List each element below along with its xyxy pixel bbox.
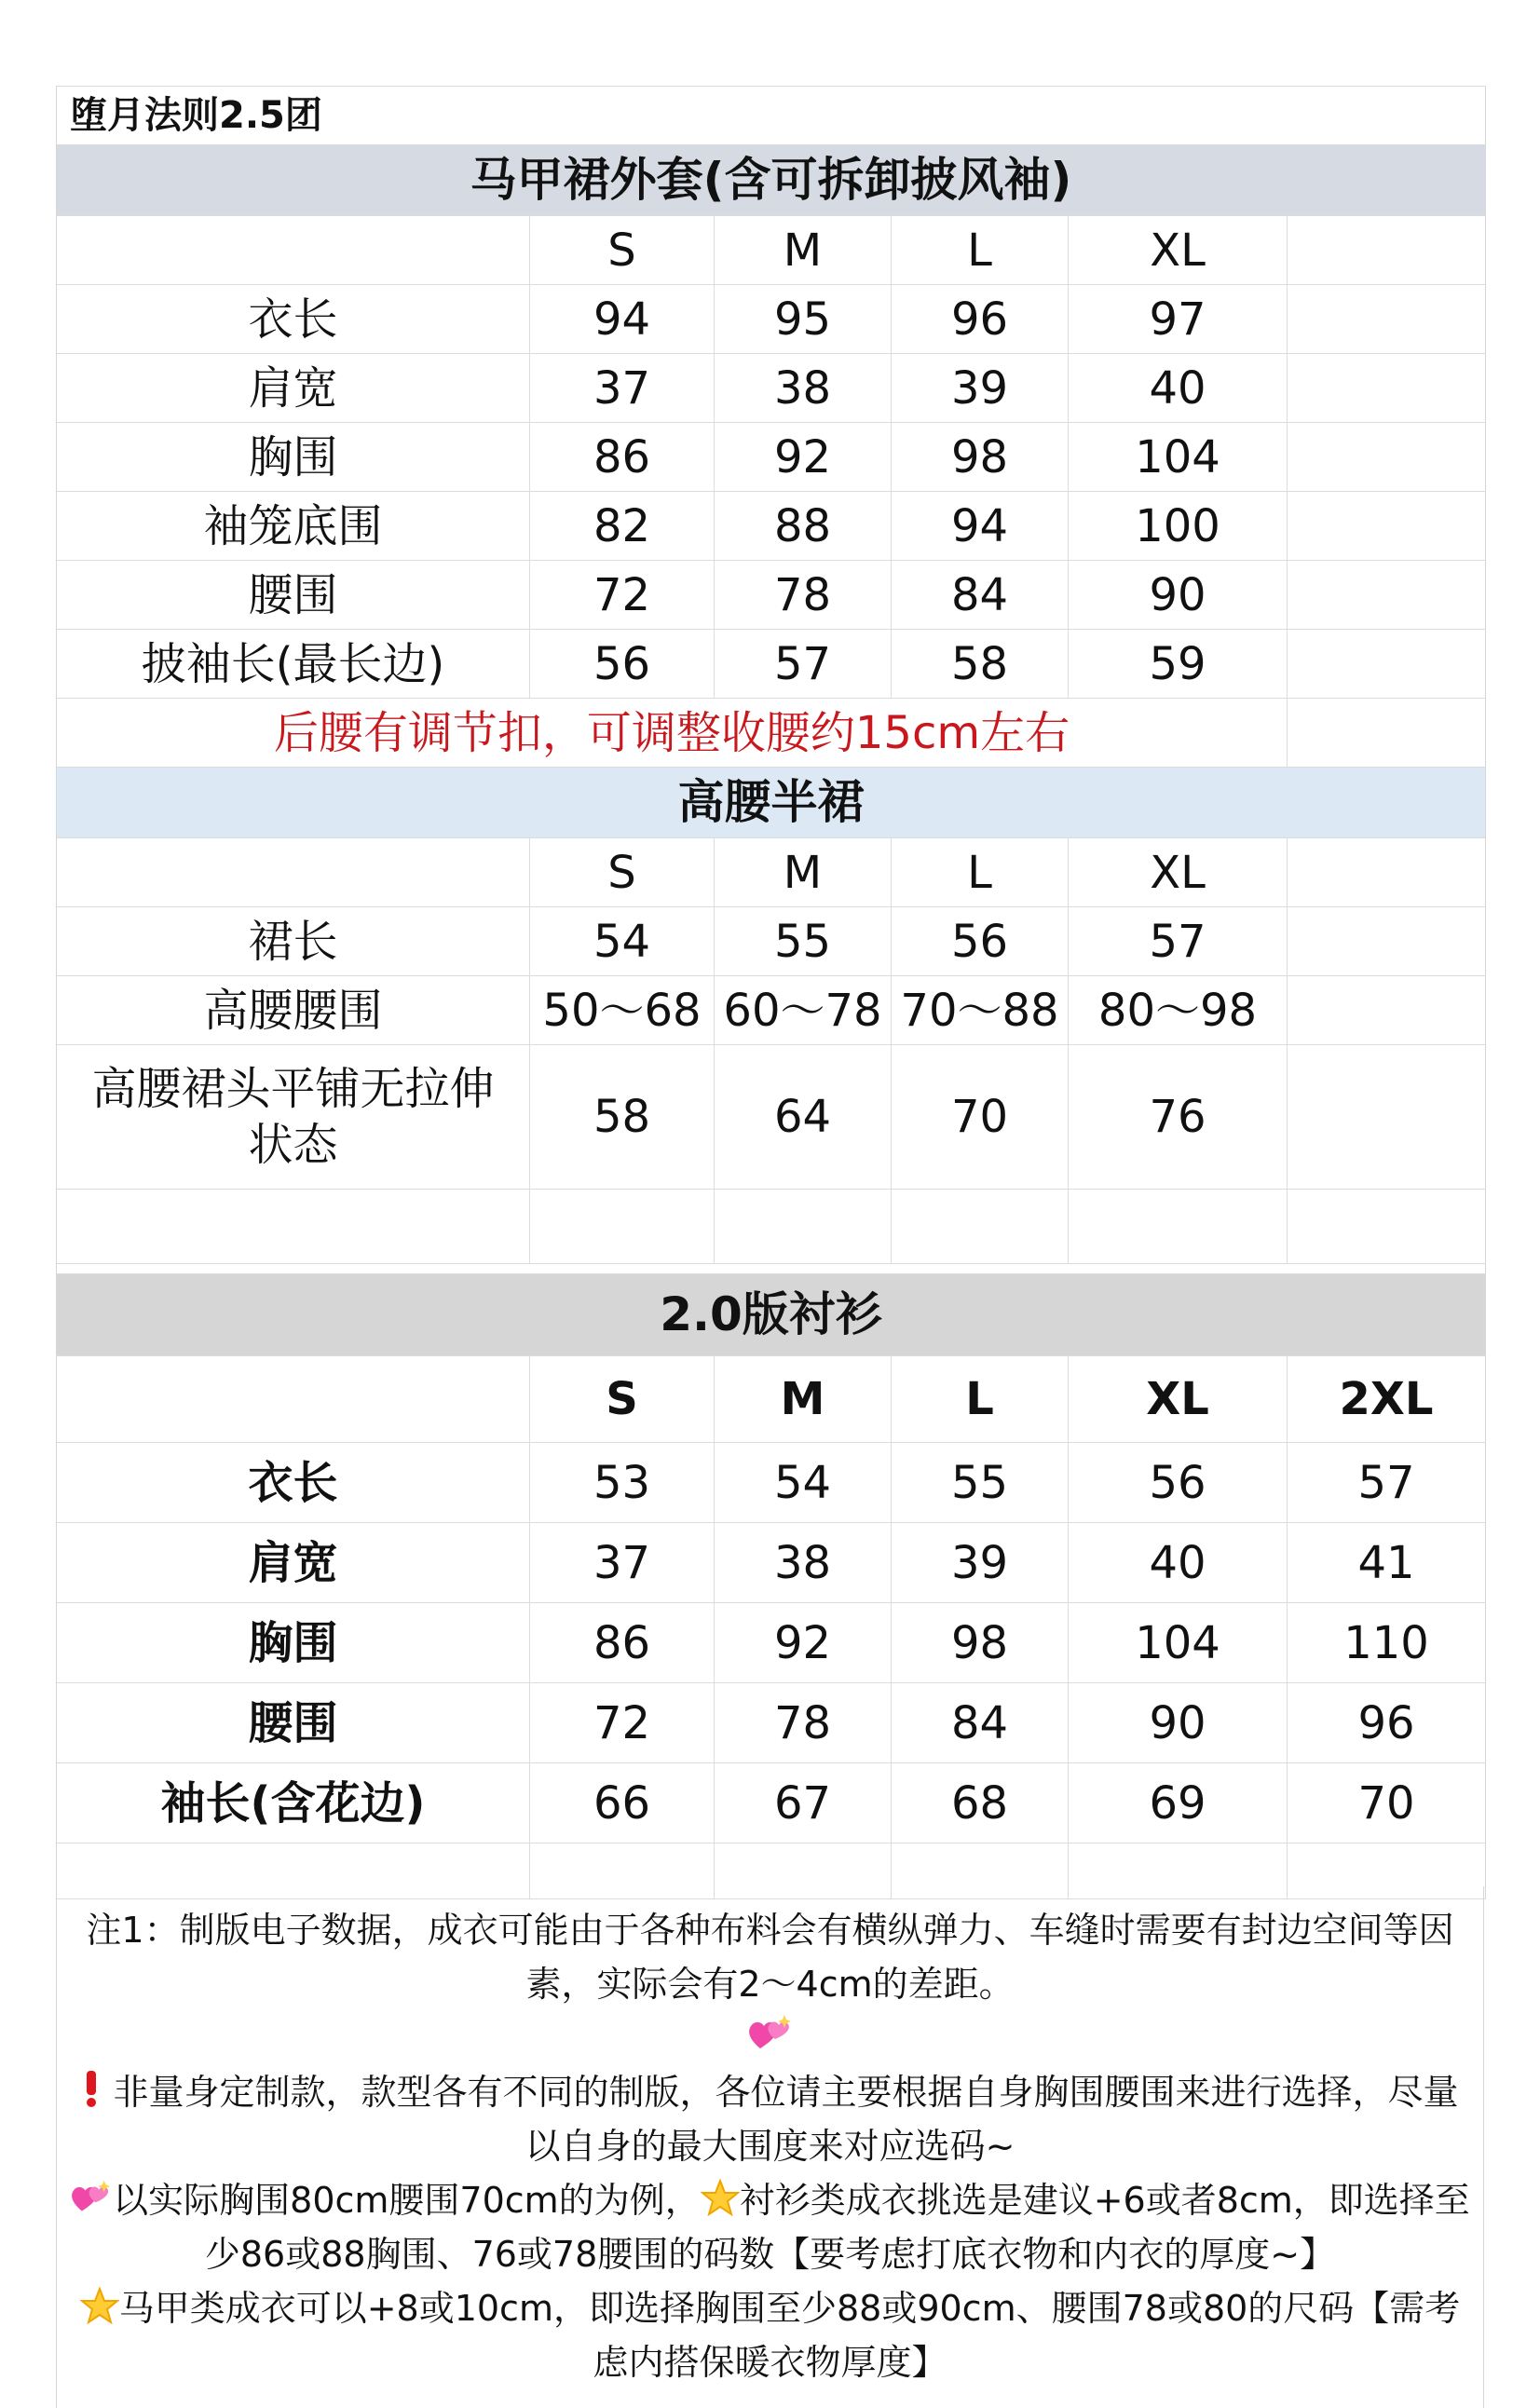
table-row (57, 423, 1485, 492)
size-cell: 2XL (1339, 1373, 1434, 1425)
value-cell: 86 (530, 423, 715, 491)
sparkling-heart-icon (70, 2177, 113, 2216)
row-label: 胸围 (57, 1603, 530, 1682)
header-empty-cell (57, 216, 530, 284)
value-cell (1288, 1045, 1485, 1189)
value-cell: 82 (530, 492, 715, 560)
value-cell: 78 (715, 1683, 892, 1762)
value-cell (1288, 976, 1485, 1044)
value-cell: 94 (892, 492, 1069, 560)
value-cell: 57 (1069, 907, 1288, 975)
value-cell: 90 (1069, 1683, 1288, 1762)
empty-row (57, 1190, 1485, 1264)
value-cell: 84 (892, 1683, 1069, 1762)
note-2-text: 非量身定制款，款型各有不同的制版，各位请主要根据自身胸围腰围来进行选择，尽量以自身的最大围度来对应选码~ (113, 2072, 1459, 2167)
row-label: 袖笼底围 (57, 492, 530, 560)
size-cell: M (715, 838, 892, 906)
value-cell: 68 (892, 1763, 1069, 1843)
value-cell (1288, 907, 1485, 975)
size-cell: XL (1069, 1356, 1288, 1442)
value-cell (1288, 630, 1485, 698)
value-cell: 58 (530, 1045, 715, 1189)
value-cell: 56 (1069, 1443, 1288, 1522)
value-cell: 92 (715, 423, 892, 491)
note-4-text: 马甲类成衣可以+8或10cm，即选择胸围至少88或90cm、腰围78或80的尺码【需考虑内搭保暖衣物厚度】 (118, 2288, 1461, 2383)
value-cell: 38 (715, 1523, 892, 1602)
section-header-shirt (57, 1274, 1485, 1356)
table-row (57, 285, 1485, 354)
value-cell: 95 (715, 285, 892, 353)
table-row (57, 1045, 1485, 1190)
adjustment-note: 后腰有调节扣，可调整收腰约15cm左右 (57, 699, 1288, 767)
value-cell: 39 (892, 354, 1069, 422)
table-row (57, 561, 1485, 630)
value-cell: 78 (715, 561, 892, 629)
value-cell: 69 (1069, 1763, 1288, 1843)
header-empty-cell (57, 838, 530, 906)
value-cell (1288, 561, 1485, 629)
value-cell: 86 (530, 1603, 715, 1682)
size-cell: M (715, 216, 892, 284)
empty-cell (1069, 1190, 1288, 1263)
value-cell: 110 (1343, 1616, 1429, 1669)
value-cell: 72 (530, 1683, 715, 1762)
size-cell (1288, 216, 1485, 284)
table-row (57, 354, 1485, 423)
value-cell: 97 (1069, 285, 1288, 353)
section-title: 马甲裙外套(含可拆卸披风袖) (470, 153, 1072, 208)
size-cell: L (892, 838, 1069, 906)
table-row (57, 1523, 1485, 1603)
size-cell: S (530, 1356, 715, 1442)
heart-line (70, 2011, 1470, 2065)
section-header-vest-dress (57, 145, 1485, 216)
value-cell: 60～78 (715, 976, 892, 1044)
section-title: 高腰半裙 (677, 775, 865, 830)
table-row (57, 907, 1485, 976)
note-3a-text: 以实际胸围80cm腰围70cm的为例， (113, 2180, 701, 2221)
note-4 (70, 2281, 1470, 2389)
row-label: 胸围 (57, 423, 530, 491)
value-cell: 104 (1069, 423, 1288, 491)
empty-cell (892, 1190, 1069, 1263)
table-row (57, 1763, 1485, 1843)
value-cell: 57 (1357, 1456, 1415, 1509)
table-row (57, 976, 1485, 1045)
header-empty-cell (57, 1356, 530, 1442)
note-1: 注1：制版电子数据，成衣可能由于各种布料会有横纵弹力、车缝时需要有封边空间等因素，实际会有2～4cm的差距。 (86, 1910, 1454, 2005)
value-cell: 40 (1069, 354, 1288, 422)
value-cell: 53 (530, 1443, 715, 1522)
value-cell: 37 (530, 354, 715, 422)
value-cell: 92 (715, 1603, 892, 1682)
note-3 (70, 2173, 1470, 2281)
value-cell (1288, 354, 1485, 422)
size-cell: S (530, 838, 715, 906)
value-cell: 70 (1357, 1776, 1415, 1830)
value-cell: 54 (530, 907, 715, 975)
sparkling-heart-icon (747, 2011, 794, 2054)
row-label: 腰围 (57, 561, 530, 629)
size-header-row (57, 1356, 1485, 1443)
value-cell: 66 (530, 1763, 715, 1843)
value-cell: 100 (1069, 492, 1288, 560)
exclamation-icon (81, 2069, 102, 2108)
size-cell: L (892, 1356, 1069, 1442)
value-cell: 98 (892, 1603, 1069, 1682)
value-cell: 80～98 (1069, 976, 1288, 1044)
value-cell: 88 (715, 492, 892, 560)
size-cell: M (715, 1356, 892, 1442)
row-label: 袖长(含花边) (57, 1763, 530, 1843)
value-cell: 96 (892, 285, 1069, 353)
size-cell: XL (1069, 216, 1288, 284)
value-cell: 55 (715, 907, 892, 975)
value-cell: 76 (1069, 1045, 1288, 1189)
row-label: 衣长 (57, 285, 530, 353)
table-row (57, 1443, 1485, 1523)
value-cell (1288, 423, 1485, 491)
value-cell: 70～88 (892, 976, 1069, 1044)
note-2 (70, 2065, 1470, 2173)
empty-cell (1288, 1190, 1485, 1263)
table-row (57, 492, 1485, 561)
value-cell: 37 (530, 1523, 715, 1602)
row-label: 高腰腰围 (57, 976, 530, 1044)
value-cell: 54 (715, 1443, 892, 1522)
value-cell: 40 (1069, 1523, 1288, 1602)
size-header-row (57, 216, 1485, 285)
value-cell: 55 (892, 1443, 1069, 1522)
notes-block (56, 1886, 1484, 2408)
size-header-row (57, 838, 1485, 907)
value-cell: 57 (715, 630, 892, 698)
value-cell: 59 (1069, 630, 1288, 698)
empty-cell (1288, 699, 1485, 767)
value-cell: 70 (892, 1045, 1069, 1189)
size-cell (1288, 838, 1485, 906)
table-row (57, 630, 1485, 699)
row-label: 衣长 (57, 1443, 530, 1522)
section-title: 2.0版衬衫 (660, 1287, 882, 1342)
size-cell: L (892, 216, 1069, 284)
value-cell: 39 (892, 1523, 1069, 1602)
row-label: 肩宽 (57, 354, 530, 422)
value-cell: 64 (715, 1045, 892, 1189)
size-cell: S (530, 216, 715, 284)
empty-cell (715, 1190, 892, 1263)
value-cell: 58 (892, 630, 1069, 698)
star-icon (701, 2179, 740, 2216)
section-header-skirt (57, 768, 1485, 838)
size-chart-sheet (56, 86, 1486, 1899)
value-cell (1288, 492, 1485, 560)
table-row (57, 1603, 1485, 1683)
value-cell: 94 (530, 285, 715, 353)
value-cell: 90 (1069, 561, 1288, 629)
size-cell: XL (1069, 838, 1288, 906)
value-cell: 96 (1357, 1696, 1415, 1749)
section-spacer (57, 1264, 1485, 1274)
value-cell: 72 (530, 561, 715, 629)
row-label: 高腰裙头平铺无拉伸状态 (57, 1045, 530, 1189)
value-cell: 56 (892, 907, 1069, 975)
empty-cell (530, 1190, 715, 1263)
empty-cell (57, 1190, 530, 1263)
page-title: 堕月法则2.5团 (70, 94, 322, 137)
value-cell: 38 (715, 354, 892, 422)
value-cell (1288, 285, 1485, 353)
row-label: 披袖长(最长边) (57, 630, 530, 698)
value-cell: 104 (1069, 1603, 1288, 1682)
note-3b-text: 衬衫类成衣挑选是建议+6或者8cm，即选择至少86或88胸围、76或78腰围的码数【要考虑打底衣物和内衣的厚度~】 (204, 2180, 1470, 2275)
value-cell: 50～68 (530, 976, 715, 1044)
value-cell: 56 (530, 630, 715, 698)
row-label: 肩宽 (57, 1523, 530, 1602)
sheet-title-row (57, 86, 1485, 145)
value-cell: 41 (1357, 1536, 1415, 1589)
row-label: 裙长 (57, 907, 530, 975)
table-row (57, 1683, 1485, 1763)
value-cell: 84 (892, 561, 1069, 629)
value-cell: 67 (715, 1763, 892, 1843)
star-icon (80, 2287, 119, 2324)
adjustment-note-row (57, 699, 1485, 768)
row-label: 腰围 (57, 1683, 530, 1762)
value-cell: 98 (892, 423, 1069, 491)
